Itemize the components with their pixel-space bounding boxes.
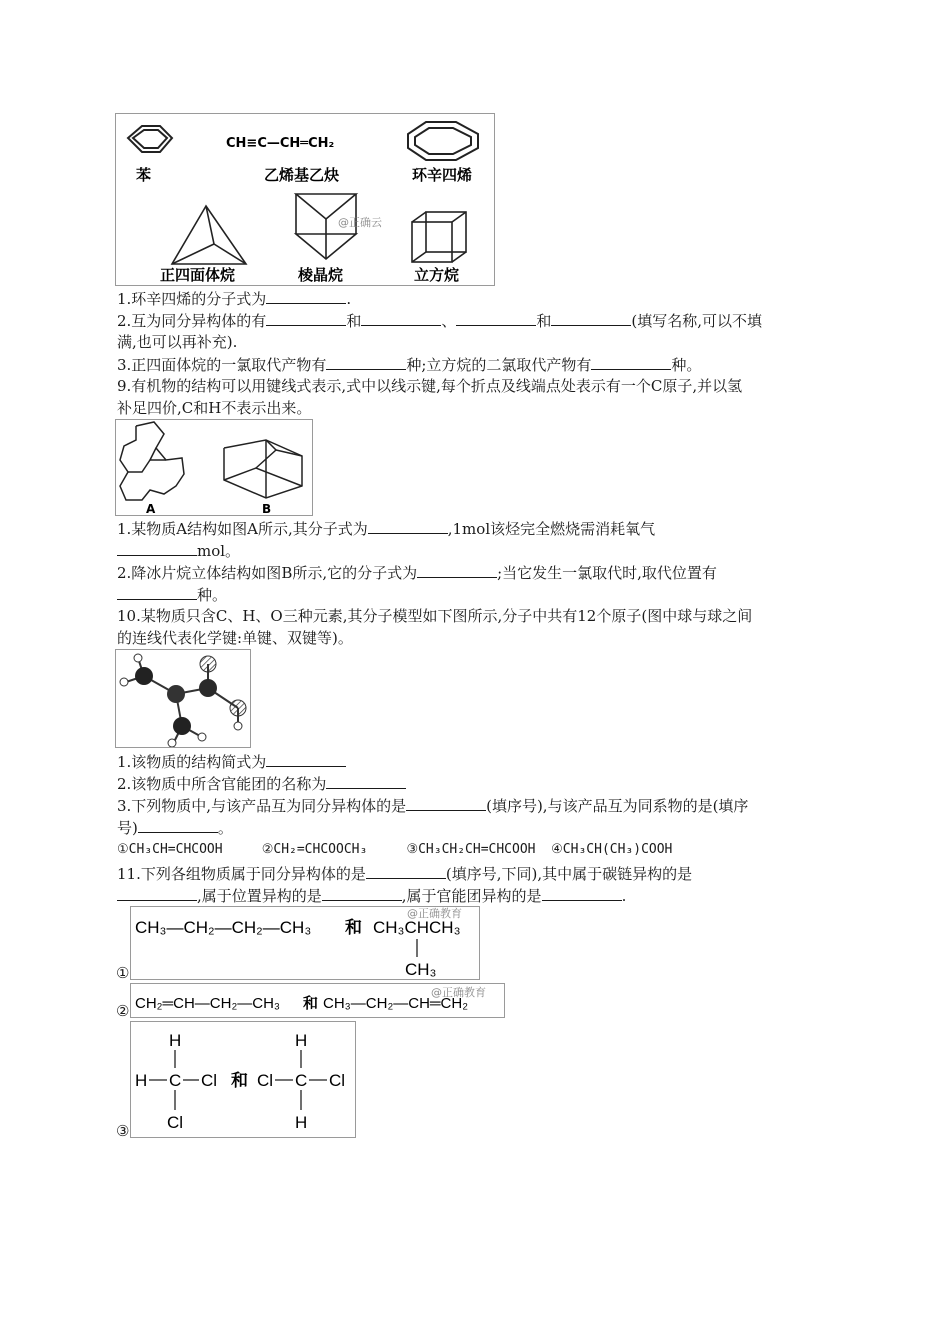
q9-sub-2: [117, 561, 837, 584]
answer-blank[interactable]: [266, 309, 346, 326]
q8-line-1: [117, 287, 837, 310]
figure-skeletal-A-B: [115, 419, 313, 516]
answer-blank[interactable]: [117, 583, 197, 600]
cubane-icon: [412, 212, 466, 262]
q9-text: 1.某物质A结构如图A所示,其分子式为: [117, 520, 368, 538]
butene-1-formula: CH₂═CH—CH₂—CH₃: [135, 995, 281, 1012]
option-4: ④CH₃CH(CH₃)COOH: [551, 842, 673, 857]
q10-stem-2: [117, 627, 837, 649]
ball-stick-drawing: [116, 650, 251, 748]
q9-text: 补足四价,C和H不表示出来。: [117, 399, 312, 417]
option-1: ①CH₃CH=CHCOOH: [117, 842, 223, 857]
figure-ball-stick-model: [115, 649, 251, 748]
q8-text: 2.互为同分异构体的有: [117, 312, 267, 330]
answer-blank[interactable]: [117, 884, 197, 901]
q8-text: 、: [441, 312, 457, 330]
carbon-atom-icon: [167, 685, 185, 703]
q8-text: 和: [536, 312, 552, 330]
structure-b-label: B: [262, 502, 272, 516]
benzene-icon: [128, 126, 172, 152]
answer-blank[interactable]: [456, 309, 536, 326]
q10-text: 号): [117, 819, 138, 837]
q8-text: 满,也可以再补充).: [117, 333, 238, 351]
atom-c: C: [169, 1071, 182, 1090]
dichloromethane-b: [257, 1031, 345, 1132]
q10-text: 2.该物质中所含官能团的名称为: [117, 775, 327, 793]
atom-cl: Cl: [329, 1071, 346, 1090]
q11-stem-1: [117, 862, 837, 885]
q11-text: ,属于位置异构的是: [197, 887, 322, 905]
answer-blank[interactable]: [591, 353, 671, 370]
q8-text: (填写名称,可以不填: [631, 312, 762, 330]
prismane-label: 棱晶烷: [298, 266, 344, 284]
cyclooctatetraene-label: 环辛四烯: [412, 166, 473, 184]
q8-text: 种;立方烷的二氯取代产物有: [406, 356, 592, 374]
q10-text: 3.下列物质中,与该产品互为同分异构体的是: [117, 797, 407, 815]
q8-text: .: [346, 290, 352, 308]
dichloromethane-a: [135, 1031, 217, 1132]
oxygen-atom-icon: [230, 700, 246, 716]
vinylacetylene-formula: CH≡C—CH═CH₂: [226, 136, 335, 151]
figure-pair-3: [130, 1021, 356, 1138]
answer-blank[interactable]: [417, 561, 497, 578]
cyclooctatetraene-icon: [408, 122, 478, 160]
carbon-atom-icon: [135, 667, 153, 685]
and-label: 和: [231, 1071, 248, 1090]
atom-h: H: [295, 1031, 308, 1050]
option-2: ②CH₂=CHCOOCH₃: [261, 842, 368, 857]
butane-formula: CH₃—CH₂—CH₂—CH₃: [135, 918, 312, 937]
vinylacetylene-label: 乙烯基乙炔: [264, 166, 340, 184]
answer-blank[interactable]: [361, 309, 441, 326]
structure-a-icon: [120, 422, 184, 500]
q9-sub-2b: [117, 583, 837, 606]
pair-3-number: ③: [116, 1122, 130, 1140]
q9-sub-1: [117, 517, 837, 540]
hydrogen-atom-icon: [120, 678, 128, 686]
q8-line-2: [117, 309, 837, 332]
q9-text: ,1mol该烃完全燃烧需消耗氧气: [447, 520, 656, 538]
figure-pair-2: [130, 983, 505, 1018]
q9-stem-2: [117, 397, 837, 419]
q9-text: ;当它发生一氯取代时,取代位置有: [497, 564, 717, 582]
q8-text: 1.环辛四烯的分子式为: [117, 290, 267, 308]
atom-cl: Cl: [257, 1071, 274, 1090]
q8-text: 种。: [671, 356, 702, 374]
q10-sub-1: [117, 750, 837, 773]
q9-text: 9.有机物的结构可以用键线式表示,式中以线示键,每个折点及线端点处表示有一个C原子,并以氢: [117, 377, 743, 395]
q10-options: [117, 842, 672, 857]
butene-2-formula: CH₃—CH₂—CH═CH₂: [323, 995, 469, 1012]
answer-blank[interactable]: [266, 287, 346, 304]
q11-stem-2: [117, 884, 837, 907]
answer-blank[interactable]: [322, 884, 402, 901]
q8-text: 3.正四面体烷的一氯取代产物有: [117, 356, 327, 374]
atom-cl: Cl: [201, 1071, 218, 1090]
answer-blank[interactable]: [542, 884, 622, 901]
answer-blank[interactable]: [366, 862, 446, 879]
structure-b-icon: [224, 440, 302, 498]
atom-c: C: [295, 1071, 308, 1090]
cubane-label: 立方烷: [414, 266, 460, 284]
q10-text: 1.该物质的结构简式为: [117, 753, 267, 771]
q11-text: ,属于官能团异构的是: [401, 887, 542, 905]
atom-h: H: [295, 1113, 308, 1132]
answer-blank[interactable]: [138, 816, 218, 833]
q11-text: (填序号,下同),其中属于碳链异构的是: [445, 865, 693, 883]
pair-2-number: ②: [116, 1002, 130, 1020]
q10-sub-3b: [117, 816, 837, 839]
answer-blank[interactable]: [326, 353, 406, 370]
structure-a-label: A: [146, 502, 156, 516]
and-label: 和: [345, 918, 362, 937]
figure-hydrocarbons: [115, 113, 495, 286]
and-label: 和: [303, 995, 319, 1012]
hydrogen-atom-icon: [234, 722, 242, 730]
q11-text: .: [621, 887, 627, 905]
q10-stem-1: [117, 605, 837, 627]
answer-blank[interactable]: [406, 794, 486, 811]
q9-text: 种。: [197, 586, 228, 604]
carbon-atom-icon: [199, 679, 217, 697]
q9-sub-1b: [117, 539, 837, 562]
q10-text: 的连线代表化学键:单键、双键等)。: [117, 629, 353, 647]
pair-1-number: ①: [116, 964, 130, 982]
tetrahedrane-icon: [172, 206, 246, 264]
hydrocarbons-drawing: [116, 114, 495, 286]
isobutane-branch: CH₃: [405, 960, 437, 979]
watermark: @正确云: [338, 216, 382, 229]
hydrogen-atom-icon: [168, 739, 176, 747]
atom-cl: Cl: [167, 1113, 184, 1132]
q9-text: mol。: [197, 542, 241, 560]
atom-h: H: [135, 1071, 148, 1090]
q8-line-3: [117, 353, 837, 376]
option-3: ③CH₃CH₂CH=CHCOOH: [406, 842, 536, 857]
pair-2-drawing: [131, 984, 505, 1018]
hydrogen-atom-icon: [134, 654, 142, 662]
q9-text: 2.降冰片烷立体结构如图B所示,它的分子式为: [117, 564, 418, 582]
q8-text: 和: [346, 312, 362, 330]
pair-3-drawing: [131, 1022, 356, 1138]
atom-h: H: [169, 1031, 182, 1050]
answer-blank[interactable]: [117, 539, 197, 556]
figure-pair-1: [130, 906, 480, 980]
benzene-label: 苯: [136, 166, 152, 184]
q9-stem-1: [117, 375, 837, 397]
watermark: @正确教育: [431, 986, 486, 999]
answer-blank[interactable]: [266, 750, 346, 767]
tetrahedrane-label: 正四面体烷: [160, 266, 236, 284]
carbon-atom-icon: [173, 717, 191, 735]
answer-blank[interactable]: [368, 517, 448, 534]
q8-line-2b: [117, 331, 837, 353]
isobutane-formula: CH₃CHCH₃: [373, 918, 461, 937]
q10-sub-3: [117, 794, 837, 817]
q10-text: (填序号),与该产品互为同系物的是(填序: [486, 797, 749, 815]
answer-blank[interactable]: [326, 772, 406, 789]
skeletal-drawing: [116, 420, 313, 516]
hydrogen-atom-icon: [198, 733, 206, 741]
q11-text: 11.下列各组物质属于同分异构体的是: [117, 865, 366, 883]
oxygen-atom-icon: [200, 656, 216, 672]
pair-1-drawing: [131, 907, 480, 980]
answer-blank[interactable]: [551, 309, 631, 326]
q10-sub-2: [117, 772, 837, 795]
watermark: @正确教育: [407, 907, 462, 920]
q10-text: 10.某物质只含C、H、O三种元素,其分子模型如下图所示,分子中共有12个原子(图中球与球之间: [117, 607, 753, 625]
q10-text: 。: [217, 819, 233, 837]
